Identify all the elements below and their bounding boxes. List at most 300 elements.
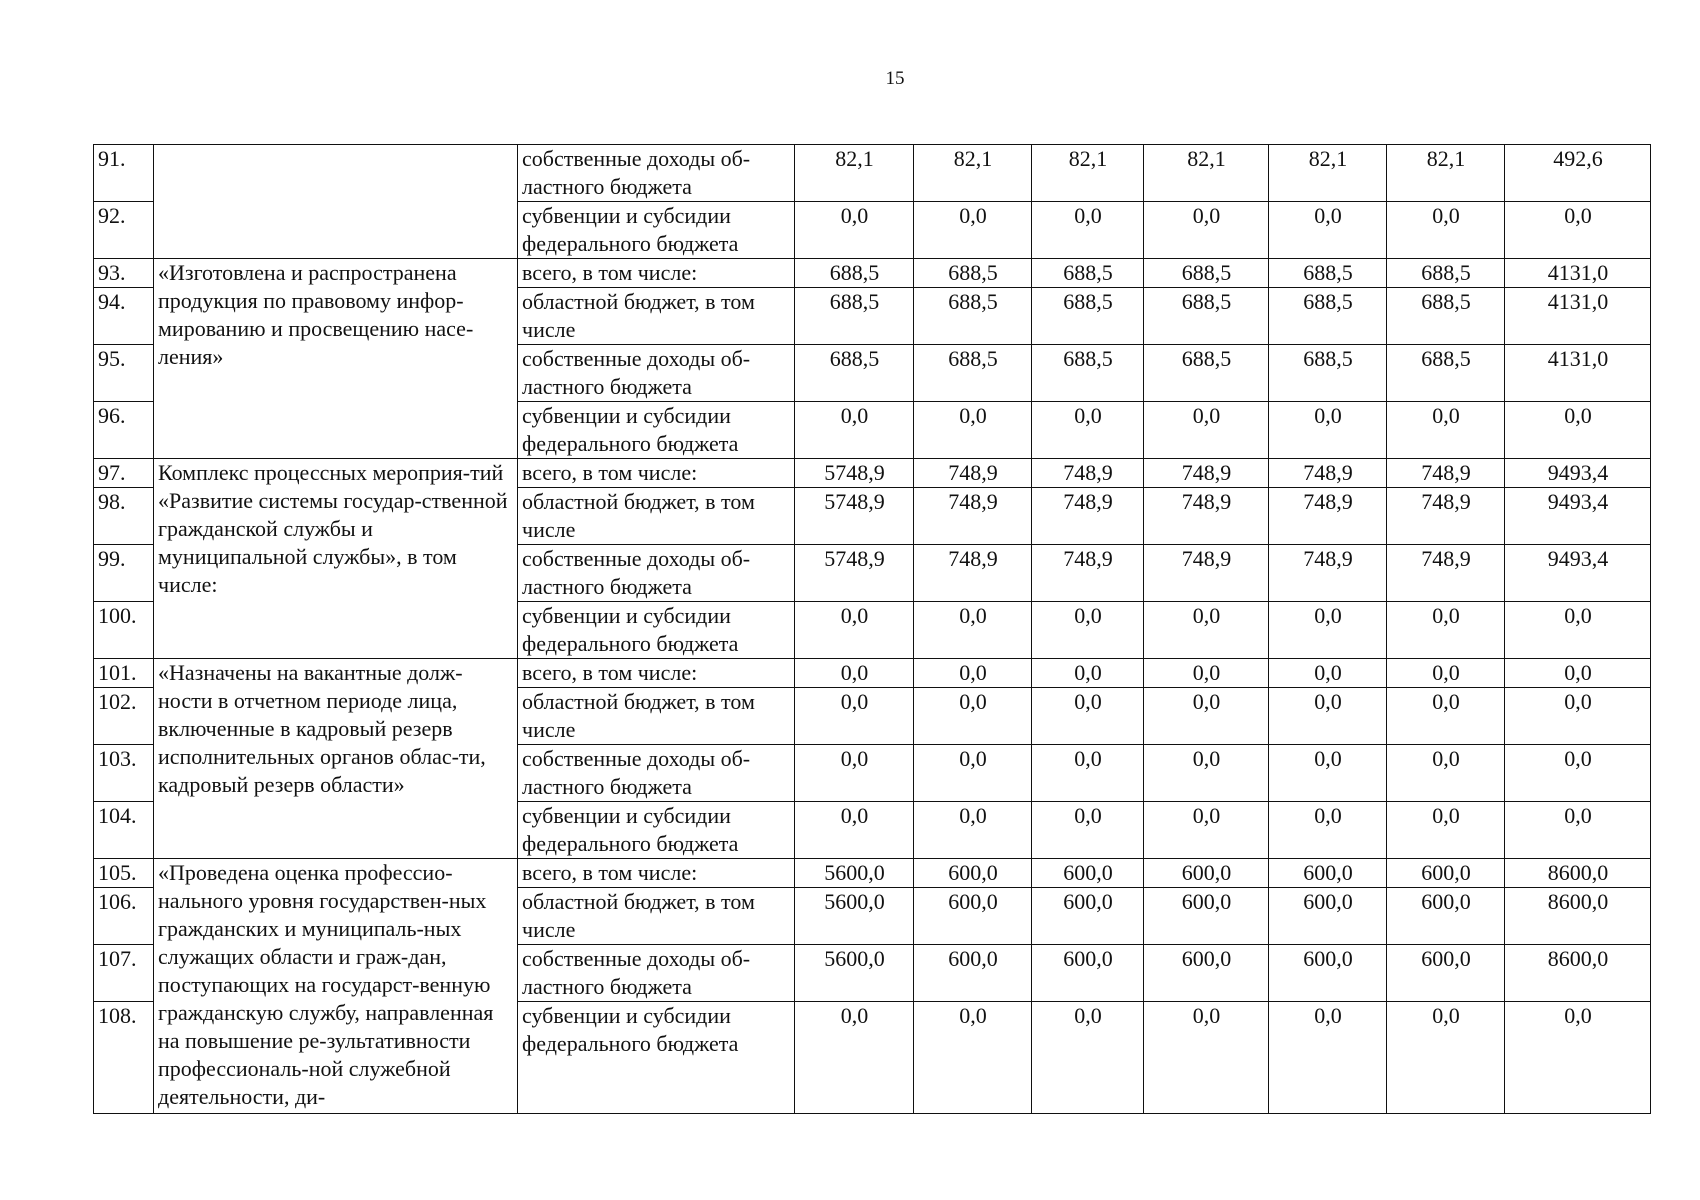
- value-text: 600,0: [1303, 860, 1353, 885]
- value-text: 0,0: [1564, 803, 1592, 828]
- table-row: [94, 659, 1651, 688]
- year-value: [914, 602, 1032, 659]
- year-value: [1269, 802, 1387, 859]
- year-value: [1144, 145, 1269, 202]
- year-value: [795, 745, 914, 802]
- funding-source: всего, в том числе:: [518, 859, 795, 888]
- value-text: 5748,9: [824, 546, 885, 571]
- funding-source: субвенции и субсидии федерального бюджета: [518, 602, 795, 659]
- funding-source: областной бюджет, в том числе: [518, 488, 795, 545]
- total-value: [1505, 659, 1651, 688]
- value-text: 0,0: [1192, 1003, 1221, 1028]
- activity-name: «Изготовлена и распространена продукция по правовому инфор-мированию и просвещению насе-ления»: [154, 259, 518, 459]
- year-value: [1144, 545, 1269, 602]
- value-text: 0,0: [959, 660, 987, 685]
- value-text: 600,0: [1181, 946, 1232, 971]
- year-value: [1032, 859, 1144, 888]
- funding-source: субвенции и субсидии федерального бюджета: [518, 802, 795, 859]
- row-number: 94.: [94, 288, 154, 345]
- value-text: 748,9: [1421, 489, 1471, 514]
- year-value: [1387, 402, 1505, 459]
- value-text: 5600,0: [824, 946, 885, 971]
- value-text: 688,5: [1181, 289, 1232, 314]
- budget-table: [93, 144, 1651, 1114]
- year-value: [914, 459, 1032, 488]
- row-number: 104.: [94, 802, 154, 859]
- year-value: [1269, 459, 1387, 488]
- value-text: 0,0: [840, 689, 869, 714]
- year-value: [1387, 888, 1505, 945]
- value-text: 0,0: [1432, 660, 1460, 685]
- value-text: 8600,0: [1547, 946, 1609, 971]
- value-text: 688,5: [1421, 289, 1471, 314]
- value-text: 0,0: [1432, 746, 1460, 771]
- value-text: 0,0: [959, 603, 987, 628]
- value-text: 5600,0: [824, 889, 885, 914]
- value-text: 0,0: [1432, 1003, 1460, 1028]
- year-value: [1387, 802, 1505, 859]
- year-value: [914, 945, 1032, 1002]
- value-text: 0,0: [1564, 1003, 1592, 1028]
- value-text: 0,0: [1314, 603, 1342, 628]
- year-value: [1387, 259, 1505, 288]
- value-text: 0,0: [959, 689, 987, 714]
- value-text: 0,0: [1074, 603, 1102, 628]
- value-text: 748,9: [1181, 460, 1232, 485]
- year-value: [1032, 345, 1144, 402]
- year-value: [914, 402, 1032, 459]
- row-number: 107.: [94, 945, 154, 1002]
- year-value: [1269, 888, 1387, 945]
- year-value: [1269, 859, 1387, 888]
- table-row: [94, 259, 1651, 288]
- page-number: 15: [885, 68, 905, 89]
- value-text: 688,5: [1181, 260, 1232, 285]
- value-text: 688,5: [1303, 260, 1353, 285]
- value-text: 688,5: [948, 260, 998, 285]
- value-text: 688,5: [1303, 346, 1353, 371]
- value-text: 0,0: [1314, 803, 1342, 828]
- year-value: [1387, 545, 1505, 602]
- value-text: 0,0: [1192, 403, 1221, 428]
- value-text: 82,1: [1308, 146, 1348, 171]
- value-text: 0,0: [840, 403, 869, 428]
- value-text: 5600,0: [824, 860, 885, 885]
- row-number: 106.: [94, 888, 154, 945]
- funding-source: собственные доходы об-ластного бюджета: [518, 545, 795, 602]
- value-text: 9493,4: [1547, 460, 1609, 485]
- value-text: 688,5: [1063, 346, 1113, 371]
- year-value: [1144, 688, 1269, 745]
- activity-name: «Проведена оценка профессио-нального уровня государствен-ных гражданских и муниципаль-ных служащих области и граж-дан, поступающих на государст-венную гражданскую службу, направленная на повышение ре-зультативности профессиональ-ной служебной деятельности, ди-: [154, 859, 518, 1114]
- value-text: 0,0: [840, 660, 869, 685]
- year-value: [795, 402, 914, 459]
- total-value: [1505, 259, 1651, 288]
- year-value: [914, 259, 1032, 288]
- value-text: 748,9: [1421, 546, 1471, 571]
- year-value: [914, 288, 1032, 345]
- year-value: [1387, 659, 1505, 688]
- row-number: 101.: [94, 659, 154, 688]
- year-value: [1144, 745, 1269, 802]
- year-value: [1032, 659, 1144, 688]
- value-text: 0,0: [1564, 203, 1592, 228]
- row-number: 108.: [94, 1002, 154, 1114]
- value-text: 748,9: [948, 546, 998, 571]
- value-text: 688,5: [829, 260, 880, 285]
- year-value: [1032, 888, 1144, 945]
- year-value: [1144, 402, 1269, 459]
- value-text: 600,0: [1181, 860, 1232, 885]
- value-text: 748,9: [1303, 546, 1353, 571]
- value-text: 600,0: [1303, 946, 1353, 971]
- year-value: [1144, 288, 1269, 345]
- year-value: [795, 859, 914, 888]
- value-text: 688,5: [829, 289, 880, 314]
- year-value: [914, 688, 1032, 745]
- year-value: [1269, 345, 1387, 402]
- funding-source: всего, в том числе:: [518, 459, 795, 488]
- total-value: [1505, 802, 1651, 859]
- value-text: 0,0: [1074, 803, 1102, 828]
- value-text: 688,5: [948, 289, 998, 314]
- row-number: 103.: [94, 745, 154, 802]
- funding-source: собственные доходы об-ластного бюджета: [518, 945, 795, 1002]
- funding-source: всего, в том числе:: [518, 659, 795, 688]
- funding-source: субвенции и субсидии федерального бюджета: [518, 1002, 795, 1114]
- value-text: 0,0: [1314, 746, 1342, 771]
- year-value: [914, 488, 1032, 545]
- value-text: 0,0: [1564, 689, 1592, 714]
- year-value: [1269, 202, 1387, 259]
- row-number: 97.: [94, 459, 154, 488]
- year-value: [914, 145, 1032, 202]
- year-value: [1032, 602, 1144, 659]
- year-value: [914, 659, 1032, 688]
- value-text: 748,9: [948, 489, 998, 514]
- year-value: [1032, 202, 1144, 259]
- value-text: 82,1: [1187, 146, 1226, 171]
- year-value: [1032, 402, 1144, 459]
- value-text: 0,0: [1192, 803, 1221, 828]
- value-text: 82,1: [1426, 146, 1466, 171]
- funding-source: собственные доходы об-ластного бюджета: [518, 145, 795, 202]
- year-value: [795, 288, 914, 345]
- value-text: 600,0: [1421, 889, 1471, 914]
- year-value: [1032, 1002, 1144, 1114]
- table-row: [94, 859, 1651, 888]
- value-text: 688,5: [1421, 260, 1471, 285]
- total-value: [1505, 545, 1651, 602]
- value-text: 0,0: [840, 803, 869, 828]
- year-value: [1387, 288, 1505, 345]
- year-value: [1144, 859, 1269, 888]
- year-value: [1032, 288, 1144, 345]
- value-text: 9493,4: [1547, 546, 1609, 571]
- year-value: [914, 545, 1032, 602]
- year-value: [1032, 545, 1144, 602]
- value-text: 600,0: [1421, 946, 1471, 971]
- year-value: [795, 488, 914, 545]
- value-text: 0,0: [1314, 660, 1342, 685]
- year-value: [1032, 145, 1144, 202]
- value-text: 688,5: [829, 346, 880, 371]
- row-number: 96.: [94, 402, 154, 459]
- year-value: [1387, 745, 1505, 802]
- year-value: [1269, 545, 1387, 602]
- value-text: 0,0: [1432, 403, 1460, 428]
- year-value: [795, 802, 914, 859]
- total-value: [1505, 145, 1651, 202]
- year-value: [914, 345, 1032, 402]
- value-text: 748,9: [948, 460, 998, 485]
- value-text: 748,9: [1303, 460, 1353, 485]
- activity-name: «Назначены на вакантные долж-ности в отчетном периоде лица, включенные в кадровый резерв исполнительных органов облас-ти, кадровый резерв области»: [154, 659, 518, 859]
- value-text: 748,9: [1421, 460, 1471, 485]
- value-text: 0,0: [1564, 660, 1592, 685]
- value-text: 8600,0: [1547, 860, 1609, 885]
- value-text: 0,0: [959, 403, 987, 428]
- year-value: [1387, 145, 1505, 202]
- year-value: [1032, 688, 1144, 745]
- total-value: [1505, 945, 1651, 1002]
- row-number: 93.: [94, 259, 154, 288]
- year-value: [914, 888, 1032, 945]
- row-number: 92.: [94, 202, 154, 259]
- value-text: 600,0: [1421, 860, 1471, 885]
- year-value: [1387, 488, 1505, 545]
- value-text: 748,9: [1303, 489, 1353, 514]
- total-value: [1505, 745, 1651, 802]
- value-text: 688,5: [1181, 346, 1232, 371]
- year-value: [914, 745, 1032, 802]
- total-value: [1505, 402, 1651, 459]
- year-value: [1144, 888, 1269, 945]
- value-text: 748,9: [1063, 489, 1113, 514]
- year-value: [1032, 945, 1144, 1002]
- funding-source: областной бюджет, в том числе: [518, 888, 795, 945]
- funding-source: собственные доходы об-ластного бюджета: [518, 745, 795, 802]
- year-value: [1144, 345, 1269, 402]
- year-value: [1269, 945, 1387, 1002]
- value-text: 4131,0: [1547, 346, 1609, 371]
- total-value: [1505, 688, 1651, 745]
- value-text: 600,0: [1181, 889, 1232, 914]
- value-text: 688,5: [1421, 346, 1471, 371]
- value-text: 4131,0: [1547, 289, 1609, 314]
- value-text: 600,0: [1063, 946, 1113, 971]
- value-text: 0,0: [1074, 746, 1102, 771]
- value-text: 600,0: [1063, 889, 1113, 914]
- row-number: 95.: [94, 345, 154, 402]
- value-text: 0,0: [1192, 689, 1221, 714]
- value-text: 0,0: [1192, 603, 1221, 628]
- funding-source: собственные доходы об-ластного бюджета: [518, 345, 795, 402]
- value-text: 492,6: [1553, 146, 1603, 171]
- row-number: 105.: [94, 859, 154, 888]
- value-text: 688,5: [1063, 260, 1113, 285]
- value-text: 0,0: [1314, 403, 1342, 428]
- value-text: 82,1: [835, 146, 874, 171]
- total-value: [1505, 859, 1651, 888]
- year-value: [1387, 459, 1505, 488]
- year-value: [795, 202, 914, 259]
- value-text: 600,0: [1303, 889, 1353, 914]
- total-value: [1505, 459, 1651, 488]
- row-number: 100.: [94, 602, 154, 659]
- year-value: [914, 859, 1032, 888]
- row-number: 99.: [94, 545, 154, 602]
- year-value: [795, 145, 914, 202]
- year-value: [1032, 488, 1144, 545]
- value-text: 748,9: [1063, 546, 1113, 571]
- total-value: [1505, 345, 1651, 402]
- value-text: 0,0: [959, 803, 987, 828]
- value-text: 0,0: [1564, 603, 1592, 628]
- year-value: [914, 202, 1032, 259]
- value-text: 0,0: [959, 203, 987, 228]
- year-value: [1387, 945, 1505, 1002]
- value-text: 0,0: [1432, 689, 1460, 714]
- funding-source: всего, в том числе:: [518, 259, 795, 288]
- value-text: 0,0: [1074, 403, 1102, 428]
- total-value: [1505, 888, 1651, 945]
- value-text: 600,0: [948, 889, 998, 914]
- year-value: [1144, 259, 1269, 288]
- value-text: 0,0: [840, 203, 869, 228]
- total-value: [1505, 488, 1651, 545]
- value-text: 0,0: [1564, 403, 1592, 428]
- year-value: [1387, 859, 1505, 888]
- value-text: 0,0: [1432, 803, 1460, 828]
- year-value: [1144, 1002, 1269, 1114]
- funding-source: субвенции и субсидии федерального бюджета: [518, 202, 795, 259]
- year-value: [795, 888, 914, 945]
- year-value: [795, 945, 914, 1002]
- value-text: 0,0: [1074, 203, 1102, 228]
- year-value: [1032, 802, 1144, 859]
- value-text: 0,0: [1192, 746, 1221, 771]
- value-text: 0,0: [1564, 746, 1592, 771]
- table-row: [94, 145, 1651, 202]
- value-text: 688,5: [1063, 289, 1113, 314]
- year-value: [1387, 688, 1505, 745]
- year-value: [1269, 602, 1387, 659]
- year-value: [1387, 602, 1505, 659]
- value-text: 600,0: [1063, 860, 1113, 885]
- value-text: 0,0: [1192, 660, 1221, 685]
- year-value: [1144, 802, 1269, 859]
- year-value: [1032, 745, 1144, 802]
- activity-name: Комплекс процессных мероприя-тий «Развитие системы государ-ственной гражданской службы и муниципальной службы», в том числе:: [154, 459, 518, 659]
- value-text: 0,0: [840, 746, 869, 771]
- year-value: [795, 688, 914, 745]
- year-value: [1269, 402, 1387, 459]
- year-value: [795, 602, 914, 659]
- year-value: [795, 459, 914, 488]
- total-value: [1505, 1002, 1651, 1114]
- year-value: [1269, 745, 1387, 802]
- value-text: 688,5: [948, 346, 998, 371]
- total-value: [1505, 602, 1651, 659]
- value-text: 0,0: [959, 746, 987, 771]
- activity-name: [154, 145, 518, 259]
- value-text: 0,0: [840, 603, 869, 628]
- value-text: 9493,4: [1547, 489, 1609, 514]
- value-text: 0,0: [1432, 603, 1460, 628]
- value-text: 688,5: [1303, 289, 1353, 314]
- year-value: [1269, 1002, 1387, 1114]
- value-text: 600,0: [948, 860, 998, 885]
- year-value: [1144, 459, 1269, 488]
- value-text: 5748,9: [824, 489, 885, 514]
- year-value: [1269, 288, 1387, 345]
- value-text: 748,9: [1181, 546, 1232, 571]
- year-value: [795, 345, 914, 402]
- funding-source: субвенции и субсидии федерального бюджета: [518, 402, 795, 459]
- year-value: [1144, 945, 1269, 1002]
- value-text: 0,0: [1074, 660, 1102, 685]
- year-value: [795, 545, 914, 602]
- year-value: [1387, 1002, 1505, 1114]
- table-row: [94, 459, 1651, 488]
- value-text: 748,9: [1181, 489, 1232, 514]
- year-value: [1387, 345, 1505, 402]
- value-text: 0,0: [1432, 203, 1460, 228]
- year-value: [795, 259, 914, 288]
- year-value: [1144, 659, 1269, 688]
- year-value: [1269, 659, 1387, 688]
- year-value: [1269, 259, 1387, 288]
- value-text: 5748,9: [824, 460, 885, 485]
- year-value: [1144, 602, 1269, 659]
- row-number: 98.: [94, 488, 154, 545]
- year-value: [914, 802, 1032, 859]
- value-text: 0,0: [1074, 1003, 1102, 1028]
- value-text: 8600,0: [1547, 889, 1609, 914]
- total-value: [1505, 288, 1651, 345]
- value-text: 82,1: [953, 146, 993, 171]
- year-value: [1144, 202, 1269, 259]
- value-text: 748,9: [1063, 460, 1113, 485]
- year-value: [1269, 488, 1387, 545]
- value-text: 0,0: [1314, 1003, 1342, 1028]
- total-value: [1505, 202, 1651, 259]
- value-text: 0,0: [1192, 203, 1221, 228]
- year-value: [1269, 688, 1387, 745]
- year-value: [1269, 145, 1387, 202]
- value-text: 0,0: [959, 1003, 987, 1028]
- year-value: [1387, 202, 1505, 259]
- value-text: 0,0: [1314, 689, 1342, 714]
- table-body: [94, 145, 1651, 1114]
- year-value: [795, 1002, 914, 1114]
- year-value: [1032, 259, 1144, 288]
- value-text: 600,0: [948, 946, 998, 971]
- year-value: [1144, 488, 1269, 545]
- value-text: 0,0: [1314, 203, 1342, 228]
- year-value: [1032, 459, 1144, 488]
- value-text: 82,1: [1068, 146, 1108, 171]
- value-text: 0,0: [1074, 689, 1102, 714]
- row-number: 102.: [94, 688, 154, 745]
- row-number: 91.: [94, 145, 154, 202]
- year-value: [914, 1002, 1032, 1114]
- funding-source: областной бюджет, в том числе: [518, 288, 795, 345]
- value-text: 4131,0: [1547, 260, 1609, 285]
- year-value: [795, 659, 914, 688]
- value-text: 0,0: [840, 1003, 869, 1028]
